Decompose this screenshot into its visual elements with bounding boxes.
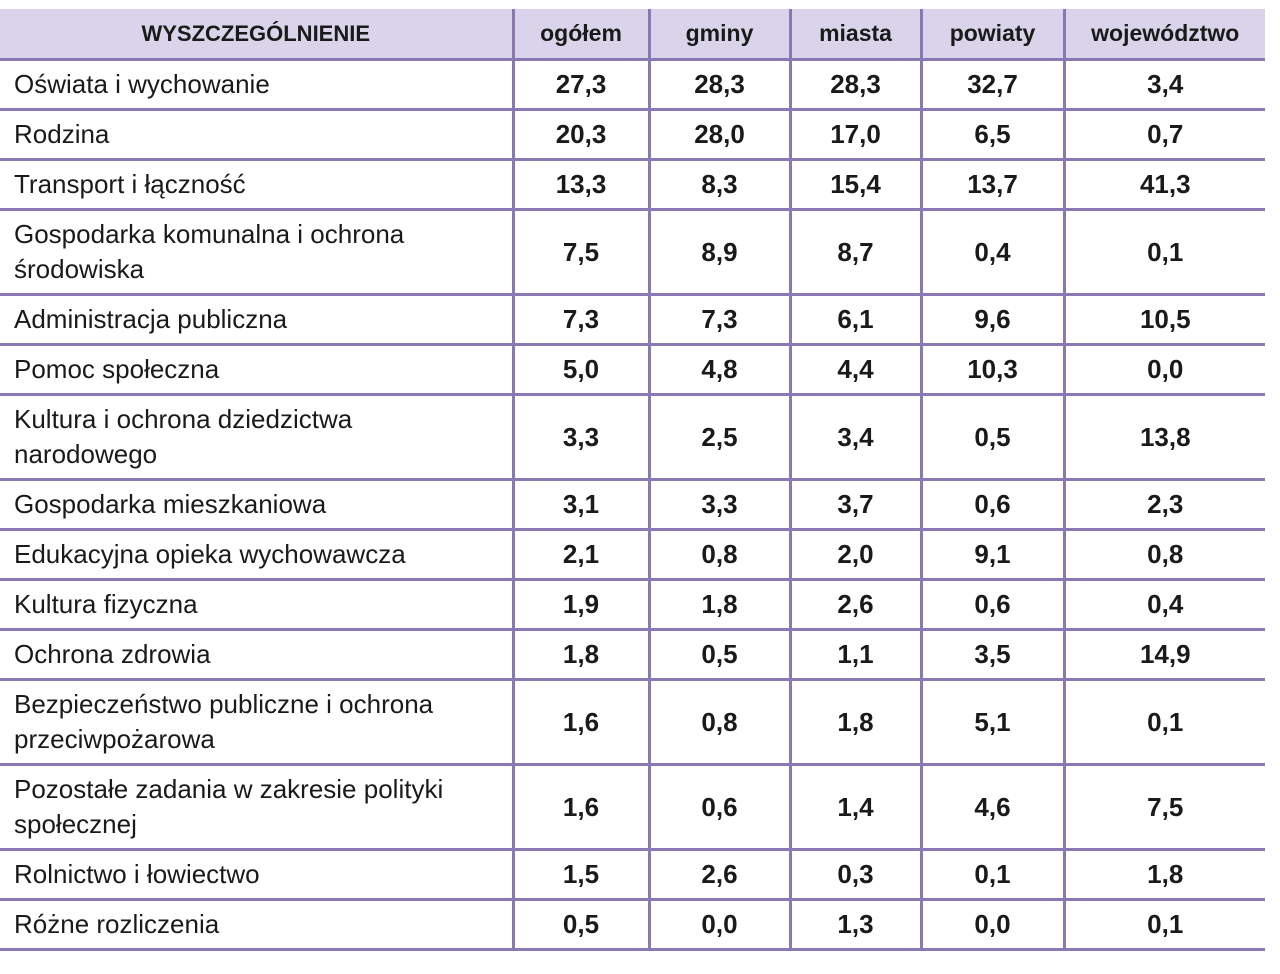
cell-wojewodztwo: 0,1 <box>1064 680 1265 765</box>
cell-wojewodztwo: 3,4 <box>1064 60 1265 110</box>
header-cell-gminy: gminy <box>649 9 790 60</box>
cell-total: 1,6 <box>513 765 649 850</box>
cell-gminy: 7,3 <box>649 295 790 345</box>
table-row <box>0 480 1265 530</box>
cell-powiaty: 6,5 <box>921 110 1064 160</box>
cell-total: 3,1 <box>513 480 649 530</box>
header-cell-category: WYSZCZEGÓLNIENIE <box>0 9 513 60</box>
table-body <box>0 60 1265 950</box>
cell-powiaty: 0,6 <box>921 480 1064 530</box>
row-label: Bezpieczeństwo publiczne i ochrona przeciwpożarowa <box>0 680 513 765</box>
cell-powiaty: 9,1 <box>921 530 1064 580</box>
row-label: Różne rozliczenia <box>0 900 513 950</box>
cell-miasta: 1,8 <box>790 680 921 765</box>
table-row <box>0 580 1265 630</box>
cell-total: 1,9 <box>513 580 649 630</box>
row-label: Rodzina <box>0 110 513 160</box>
row-label: Edukacyjna opieka wychowawcza <box>0 530 513 580</box>
cell-gminy: 2,6 <box>649 850 790 900</box>
cell-total: 7,5 <box>513 210 649 295</box>
cell-miasta: 1,3 <box>790 900 921 950</box>
cell-miasta: 3,7 <box>790 480 921 530</box>
cell-wojewodztwo: 1,8 <box>1064 850 1265 900</box>
cell-powiaty: 0,6 <box>921 580 1064 630</box>
cell-miasta: 2,0 <box>790 530 921 580</box>
cell-total: 1,5 <box>513 850 649 900</box>
row-label: Administracja publiczna <box>0 295 513 345</box>
table-row <box>0 60 1265 110</box>
row-label: Gospodarka komunalna i ochrona środowiska <box>0 210 513 295</box>
table-row <box>0 395 1265 480</box>
expenditure-table <box>0 9 1265 951</box>
cell-total: 7,3 <box>513 295 649 345</box>
row-label: Kultura i ochrona dziedzictwa narodowego <box>0 395 513 480</box>
cell-wojewodztwo: 10,5 <box>1064 295 1265 345</box>
table-row <box>0 680 1265 765</box>
cell-powiaty: 13,7 <box>921 160 1064 210</box>
cell-gminy: 0,8 <box>649 530 790 580</box>
cell-miasta: 0,3 <box>790 850 921 900</box>
table-row <box>0 160 1265 210</box>
row-label: Pomoc społeczna <box>0 345 513 395</box>
cell-powiaty: 5,1 <box>921 680 1064 765</box>
cell-gminy: 8,9 <box>649 210 790 295</box>
cell-miasta: 28,3 <box>790 60 921 110</box>
cell-wojewodztwo: 13,8 <box>1064 395 1265 480</box>
cell-gminy: 0,6 <box>649 765 790 850</box>
table-row <box>0 765 1265 850</box>
cell-powiaty: 0,5 <box>921 395 1064 480</box>
row-label: Rolnictwo i łowiectwo <box>0 850 513 900</box>
cell-wojewodztwo: 41,3 <box>1064 160 1265 210</box>
cell-miasta: 2,6 <box>790 580 921 630</box>
cell-powiaty: 0,4 <box>921 210 1064 295</box>
cell-powiaty: 3,5 <box>921 630 1064 680</box>
table-row <box>0 630 1265 680</box>
header-row <box>0 9 1265 60</box>
cell-total: 20,3 <box>513 110 649 160</box>
row-label: Gospodarka mieszkaniowa <box>0 480 513 530</box>
cell-total: 1,8 <box>513 630 649 680</box>
cell-miasta: 15,4 <box>790 160 921 210</box>
cell-gminy: 4,8 <box>649 345 790 395</box>
header-cell-miasta: miasta <box>790 9 921 60</box>
header-cell-total: ogółem <box>513 9 649 60</box>
row-label: Ochrona zdrowia <box>0 630 513 680</box>
table-row <box>0 345 1265 395</box>
cell-powiaty: 10,3 <box>921 345 1064 395</box>
cell-powiaty: 32,7 <box>921 60 1064 110</box>
table-row <box>0 210 1265 295</box>
cell-powiaty: 9,6 <box>921 295 1064 345</box>
cell-wojewodztwo: 2,3 <box>1064 480 1265 530</box>
cell-wojewodztwo: 7,5 <box>1064 765 1265 850</box>
row-label: Kultura fizyczna <box>0 580 513 630</box>
cell-wojewodztwo: 0,4 <box>1064 580 1265 630</box>
cell-powiaty: 4,6 <box>921 765 1064 850</box>
table-row <box>0 900 1265 950</box>
table-row <box>0 850 1265 900</box>
table-row <box>0 295 1265 345</box>
row-label: Transport i łączność <box>0 160 513 210</box>
cell-wojewodztwo: 0,1 <box>1064 210 1265 295</box>
cell-gminy: 1,8 <box>649 580 790 630</box>
cell-total: 1,6 <box>513 680 649 765</box>
cell-total: 13,3 <box>513 160 649 210</box>
cell-miasta: 1,4 <box>790 765 921 850</box>
cell-powiaty: 0,1 <box>921 850 1064 900</box>
cell-gminy: 28,0 <box>649 110 790 160</box>
cell-total: 5,0 <box>513 345 649 395</box>
cell-miasta: 4,4 <box>790 345 921 395</box>
cell-total: 3,3 <box>513 395 649 480</box>
row-label: Pozostałe zadania w zakresie polityki społecznej <box>0 765 513 850</box>
cell-powiaty: 0,0 <box>921 900 1064 950</box>
cell-gminy: 0,0 <box>649 900 790 950</box>
cell-wojewodztwo: 0,7 <box>1064 110 1265 160</box>
cell-wojewodztwo: 0,0 <box>1064 345 1265 395</box>
cell-miasta: 3,4 <box>790 395 921 480</box>
cell-total: 2,1 <box>513 530 649 580</box>
row-label: Oświata i wychowanie <box>0 60 513 110</box>
cell-wojewodztwo: 0,8 <box>1064 530 1265 580</box>
cell-miasta: 8,7 <box>790 210 921 295</box>
cell-wojewodztwo: 14,9 <box>1064 630 1265 680</box>
cell-miasta: 6,1 <box>790 295 921 345</box>
cell-miasta: 1,1 <box>790 630 921 680</box>
table-row <box>0 110 1265 160</box>
cell-total: 0,5 <box>513 900 649 950</box>
cell-total: 27,3 <box>513 60 649 110</box>
cell-wojewodztwo: 0,1 <box>1064 900 1265 950</box>
cell-gminy: 3,3 <box>649 480 790 530</box>
header-cell-wojewodztwo: województwo <box>1064 9 1265 60</box>
expenditure-table-container <box>0 9 1265 951</box>
cell-gminy: 2,5 <box>649 395 790 480</box>
table-header <box>0 9 1265 60</box>
table-row <box>0 530 1265 580</box>
header-cell-powiaty: powiaty <box>921 9 1064 60</box>
cell-gminy: 0,5 <box>649 630 790 680</box>
cell-gminy: 28,3 <box>649 60 790 110</box>
cell-gminy: 8,3 <box>649 160 790 210</box>
cell-miasta: 17,0 <box>790 110 921 160</box>
cell-gminy: 0,8 <box>649 680 790 765</box>
